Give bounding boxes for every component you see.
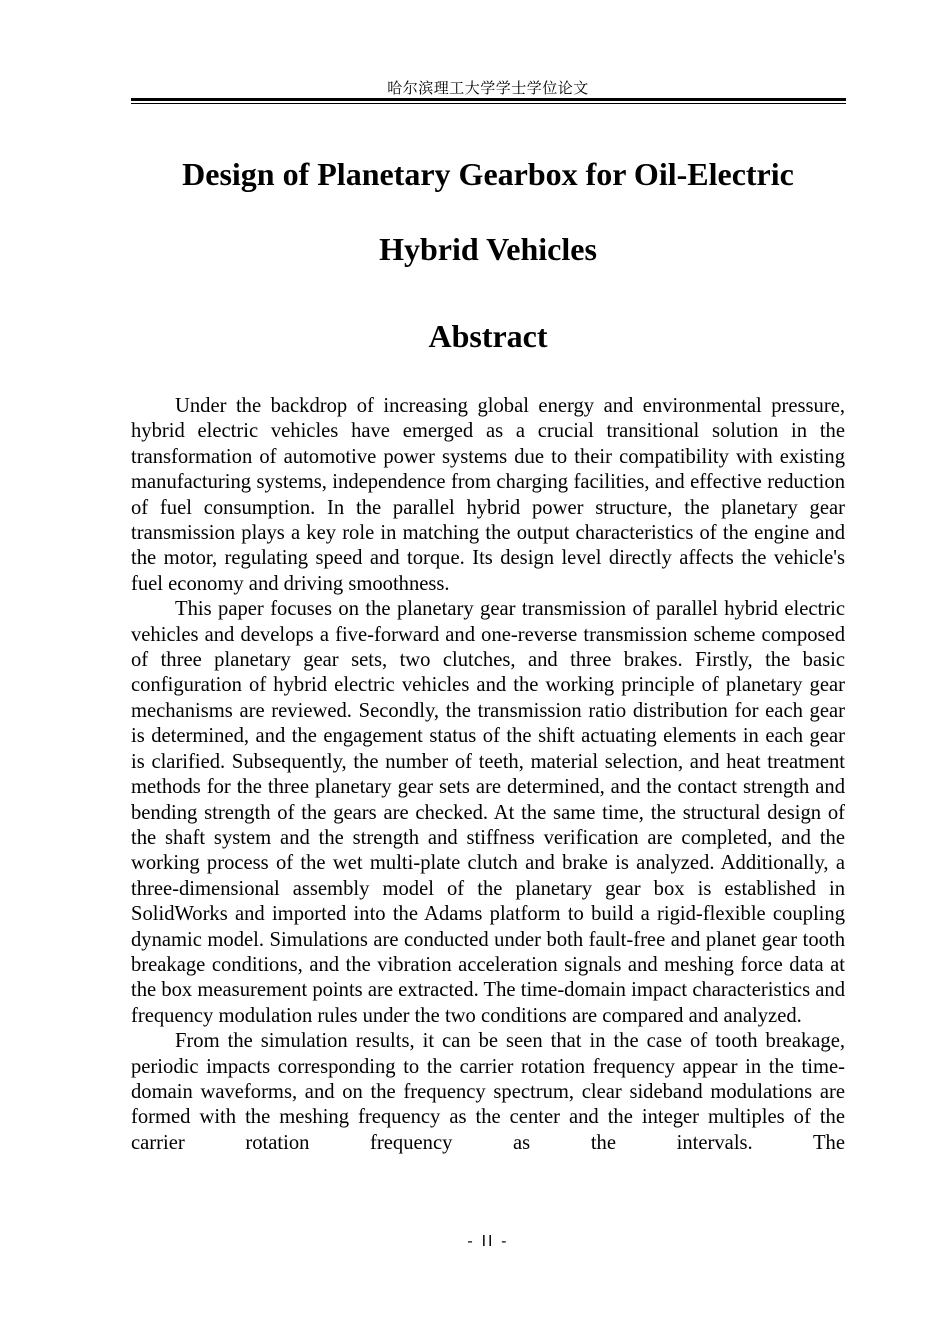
paper-title-line-1: Design of Planetary Gearbox for Oil-Electric	[182, 156, 794, 192]
abstract-body	[131, 394, 845, 1208]
paper-title-line-2: Hybrid Vehicles	[379, 231, 597, 267]
abstract-paragraph-2: This paper focuses on the planetary gear transmission of parallel hybrid electric vehicles and develops a five-forward and one-reverse transmission scheme composed of three planetary gear sets, two clutches, and three brakes. Firstly, the basic configuration of hybrid electric vehicles and the working principle of planetary gear mechanisms are reviewed. Secondly, the transmission ratio distribution for each gear is determined, and the engagement status of the shift actuating elements in each gear is clarified. Subsequently, the number of teeth, material selection, and heat treatment methods for the three planetary gear sets are determined, and the contact strength and bending strength of the gears are checked. At the same time, the structural design of the shaft system and the strength and stiffness verification are completed, and the working process of the wet multi-plate clutch and brake is analyzed. Additionally, a three-dimensional assembly model of the planetary gear box is established in SolidWorks and imported into the Adams platform to build a rigid-flexible coupling dynamic model. Simulations are conducted under both fault-free and planet gear tooth breakage conditions, and the vibration acceleration signals and meshing force data at the box measurement points are extracted. The time-domain impact characteristics and frequency modulation rules under the two conditions are compared and analyzed.	[131, 598, 845, 1027]
abstract-paragraph-3: From the simulation results, it can be seen that in the case of tooth breakage, periodic impacts corresponding to the carrier rotation frequency appear in the time-domain waveforms, and on the frequency spectrum, clear sideband modulations are formed with the meshing frequency as the center and the integer multiples of the carrier rotation frequency as the intervals. The	[131, 1030, 845, 1154]
abstract-paragraph-1: Under the backdrop of increasing global energy and environmental pressure, hybrid electric vehicles have emerged as a crucial transitional solution in the transformation of automotive power systems due to their compatibility with existing manufacturing systems, independence from charging facilities, and effective reduction of fuel consumption. In the parallel hybrid power structure, the planetary gear transmission plays a key role in matching the output characteristics of the engine and the motor, regulating speed and torque. Its design level directly affects the vehicle's fuel economy and driving smoothness.	[131, 395, 845, 595]
page-number: - II -	[467, 1232, 509, 1250]
running-header: 哈尔滨理工大学学士学位论文	[387, 79, 589, 97]
header-rule-thick	[131, 98, 846, 101]
header-rule-thin	[131, 103, 846, 104]
abstract-heading: Abstract	[428, 318, 548, 354]
